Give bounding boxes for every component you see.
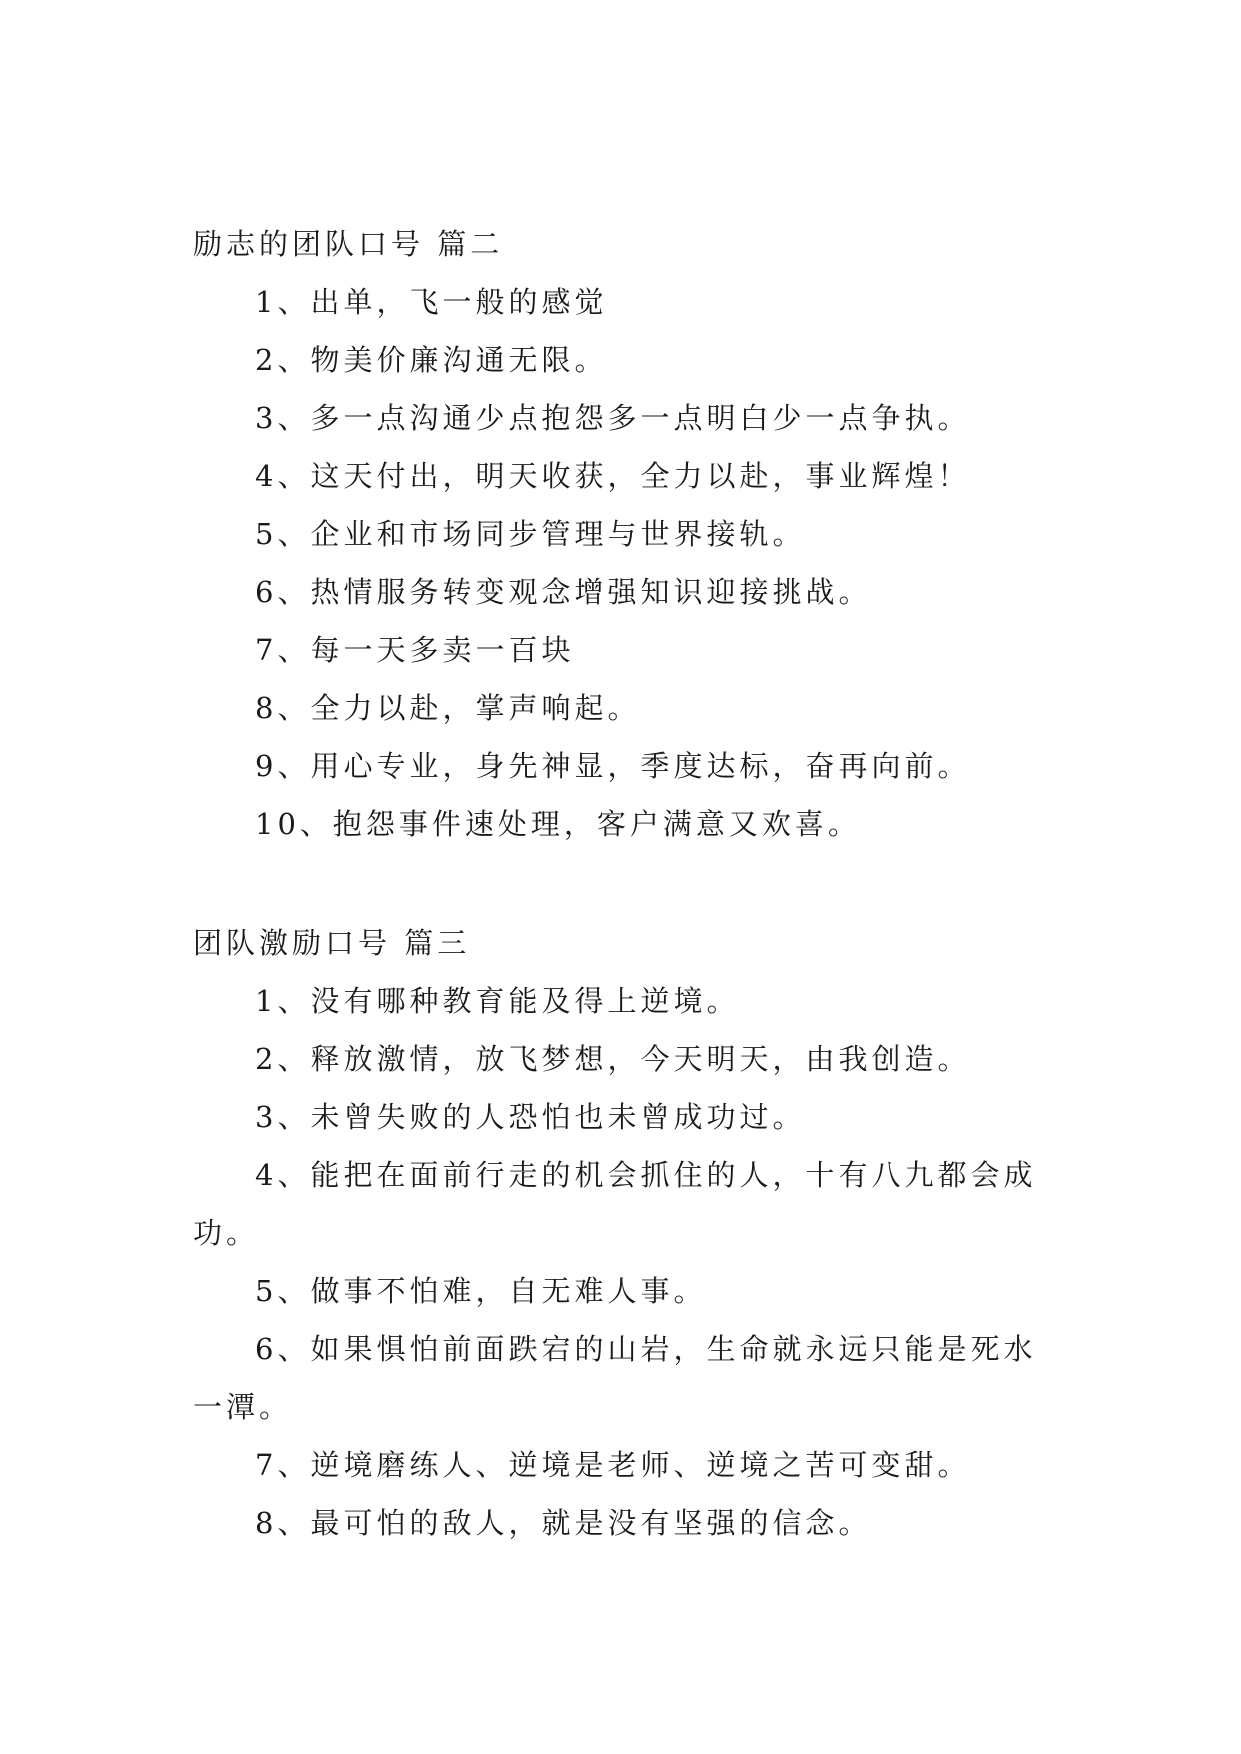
section-team-slogans-part-2 (193, 215, 1053, 853)
list-item: 3、多一点沟通少点抱怨多一点明白少一点争执。 (255, 401, 971, 435)
list-item: 8、全力以赴，掌声响起。 (255, 691, 641, 725)
list-item: 7、每一天多卖一百块 (255, 633, 575, 667)
list-item: 4、这天付出，明天收获，全力以赴，事业辉煌！ (255, 459, 971, 493)
list-item: 1、出单，飞一般的感觉 (255, 285, 608, 319)
list-item: 6、如果惧怕前面跌宕的山岩，生命就永远只能是死水一潭。 (193, 1332, 1037, 1424)
list-item: 9、用心专业，身先神显，季度达标，奋再向前。 (255, 749, 971, 783)
list-item: 6、热情服务转变观念增强知识迎接挑战。 (255, 575, 872, 609)
section-heading: 团队激励口号 篇三 (193, 926, 471, 960)
list-item: 5、企业和市场同步管理与世界接轨。 (255, 517, 806, 551)
list-item: 5、做事不怕难，自无难人事。 (255, 1274, 707, 1308)
list-item: 8、最可怕的敌人，就是没有坚强的信念。 (255, 1506, 872, 1540)
list-item: 1、没有哪种教育能及得上逆境。 (255, 984, 740, 1018)
list-item: 10、抱怨事件速处理，客户满意又欢喜。 (255, 807, 861, 841)
list-item: 2、物美价廉沟通无限。 (255, 343, 608, 377)
list-item: 3、未曾失败的人恐怕也未曾成功过。 (255, 1100, 806, 1134)
list-item: 4、能把在面前行走的机会抓住的人，十有八九都会成功。 (193, 1158, 1037, 1250)
section-heading: 励志的团队口号 篇二 (193, 227, 504, 261)
section-team-slogans-part-3 (193, 914, 1053, 1552)
list-item: 7、逆境磨练人、逆境是老师、逆境之苦可变甜。 (255, 1448, 971, 1482)
list-item: 2、释放激情，放飞梦想，今天明天，由我创造。 (255, 1042, 971, 1076)
